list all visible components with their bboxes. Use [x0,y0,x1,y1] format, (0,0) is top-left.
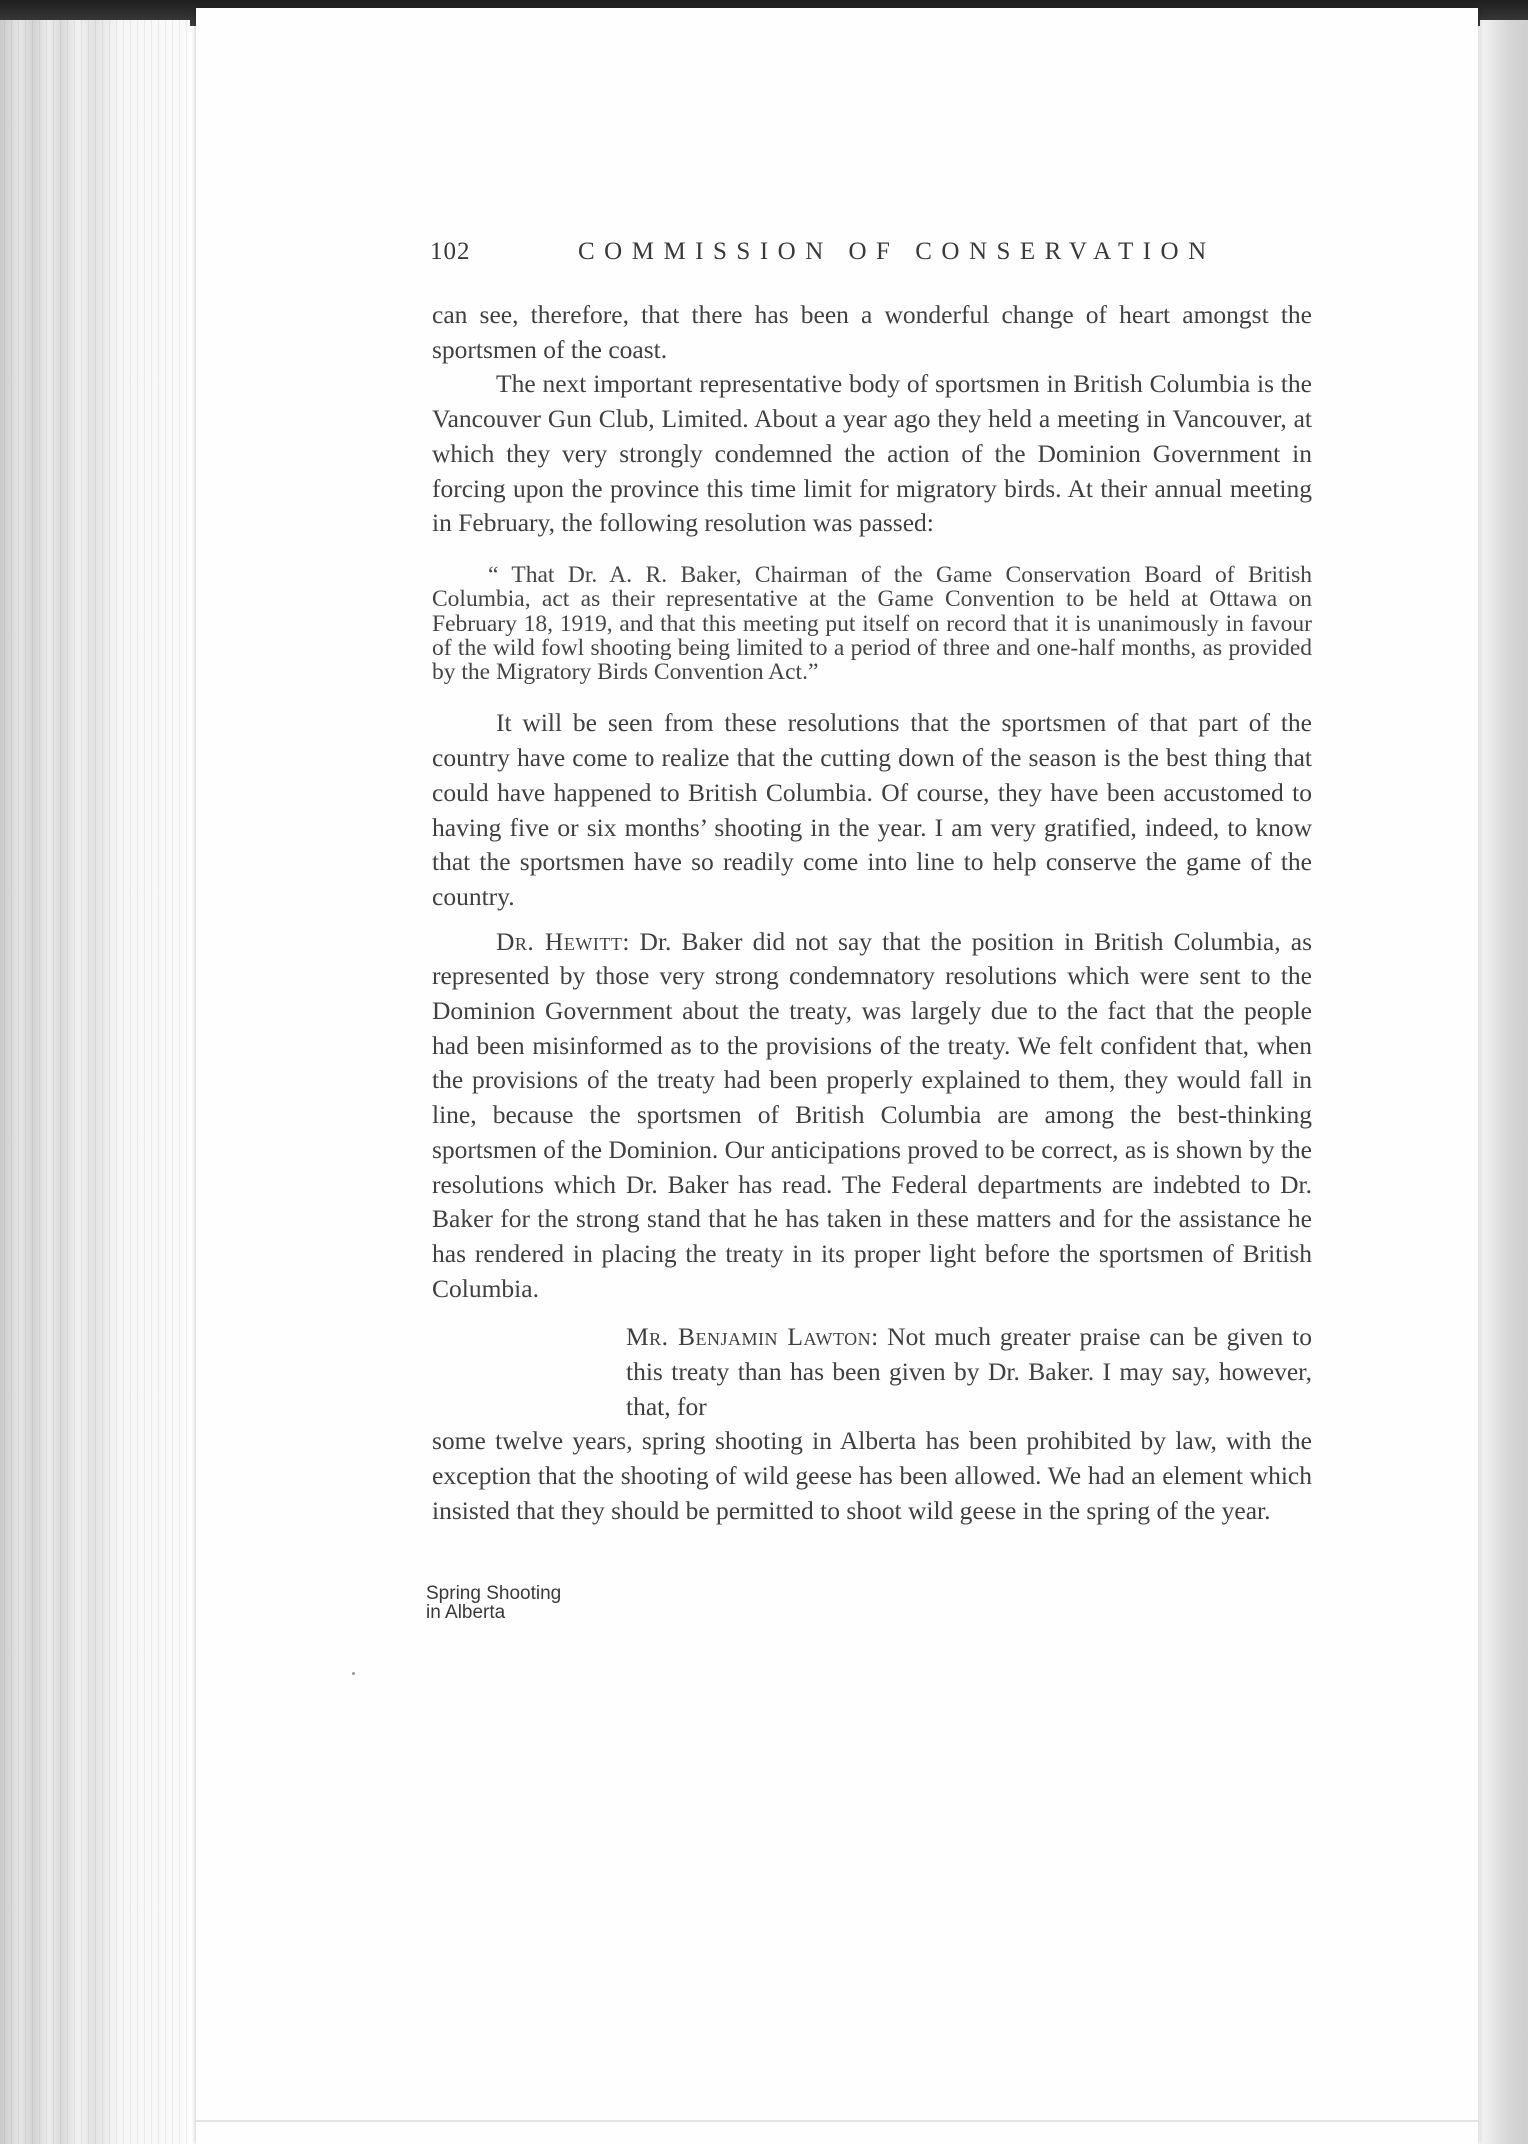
block-quote: “ That Dr. A. R. Baker, Chairman of the Game Conservation Board of British Columbia, act as their representative at the Game Convention to be held at Ottawa on February 18, 1919, and that this meeting put itself on record that it is unanimously in favour of the wild fowl shooting being limited to a period of three and one-half months, as provided by the Migratory Birds Convention Act.” [432,561,1312,686]
scan-speck [352,1672,355,1675]
page-number: 102 [430,238,471,265]
paragraph-opening [626,1320,1312,1424]
running-head [430,238,1250,274]
margin-note [426,1584,616,1622]
paragraph-with-margin-note [432,1320,1312,1528]
paragraph: can see, therefore, that there has been a wonderful change of heart amongst the sportsmen of the coast. [432,300,1312,364]
book-page-edges-right [1480,20,1528,2144]
paragraph: It will be seen from these resolutions that the sportsmen of that part of the country have come to realize that the cutting down of the season is the best thing that could have happened to British Columbia. Of course, they have been accustomed to having five or six months’ shooting in the year. I am very gratified, indeed, to know that the sportsmen have so readily come into line to help conserve the game of the country. [432,708,1312,911]
speech-text: : Dr. Baker did not say that the position in British Columbia, as represented by those very strong condemnatory resolutions which were sent to the Dominion Government about the treaty, was largely due to the fact that the people had been misinformed as to the provisions of the treaty. We felt confident that, when the provisions of the treaty had been properly explained to them, they would fall in line, because the sportsmen of British Columbia are among the best-thinking sportsmen of the Dominion. Our anticipations proved to be correct, as is shown by the resolutions which Dr. Baker has read. The Federal departments are indebted to Dr. Baker for the strong stand that he has taken in these matters and for the assistance he has rendered in placing the treaty in its proper light before the sportsmen of British Columbia. [432,926,1312,1303]
margin-note-line: Spring Shooting [426,1583,562,1604]
running-title: COMMISSION OF CONSERVATION [578,238,1216,265]
speaker-name: Mr. Benjamin Lawton [626,1322,872,1352]
page-bottom-edge [196,2120,1478,2122]
book-page-edges-left [0,20,190,2144]
paragraph-continuation: some twelve years, spring shooting in Alberta has been prohibited by law, with the exception that the shooting of wild geese has been allowed. We had an element which insisted that they should be permitted to shoot wild geese in the spring of the year. [432,1426,1312,1525]
paragraph [432,925,1312,1307]
speaker-name: Dr. Hewitt [496,926,623,956]
speech-text: : Not much greater praise can be given to this treaty than has been given by Dr. Baker. I may say, however, that, for [626,1322,1312,1421]
body-text [432,298,1312,1529]
margin-note-line: in Alberta [426,1602,506,1623]
paragraph: The next important representative body of sportsmen in British Columbia is the Vancouver Gun Club, Limited. About a year ago they held a meeting in Vancouver, at which they very strongly condemned the action of the Dominion Government in forcing upon the province this time limit for migratory birds. At their annual meeting in February, the following resolution was passed: [432,369,1312,538]
